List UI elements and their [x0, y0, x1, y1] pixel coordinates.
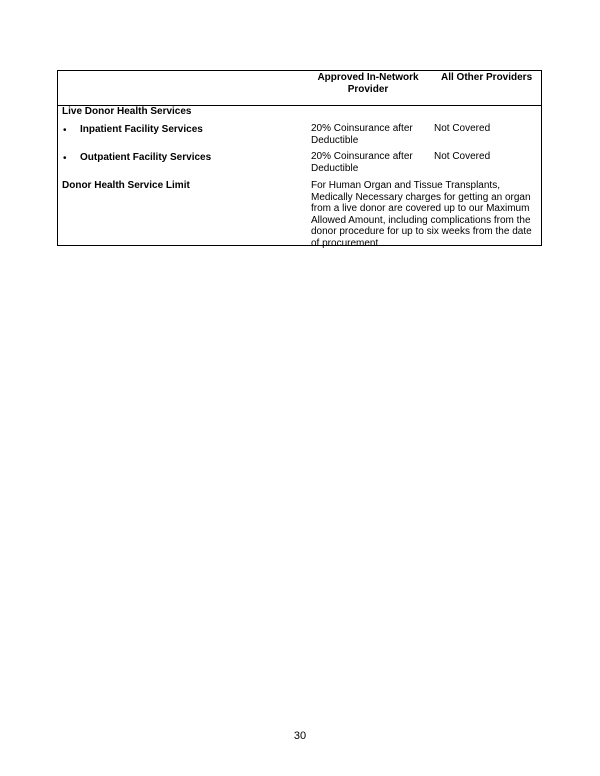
benefits-table — [57, 70, 542, 249]
row-in-network-inpatient-line2: Deductible — [311, 134, 359, 146]
row-in-network-outpatient-line2: Deductible — [311, 162, 359, 174]
limit-line: of procurement. — [311, 237, 382, 249]
limit-line: from a live donor are covered up to our Maximum — [311, 203, 530, 214]
row-other-outpatient: Not Covered — [434, 151, 491, 162]
row-other-inpatient: Not Covered — [434, 123, 491, 134]
limit-line: Medically Necessary charges for getting an organ — [311, 191, 531, 203]
header-in-network — [308, 72, 428, 95]
header-in-network-line1: Approved In-Network — [317, 72, 419, 83]
limit-line: donor procedure for up to six weeks from the date — [311, 226, 532, 237]
row-label-outpatient: Outpatient Facility Services — [80, 152, 212, 163]
row-in-network-outpatient-line1: 20% Coinsurance after — [311, 151, 413, 162]
row-in-network-outpatient — [311, 151, 413, 174]
bullet-icon: • — [63, 125, 67, 136]
section-title: Live Donor Health Services — [62, 106, 192, 117]
header-in-network-line2: Provider — [347, 83, 389, 95]
header-other-providers: All Other Providers — [441, 72, 533, 83]
bullet-icon: • — [63, 153, 67, 164]
limit-line: Allowed Amount, including complications from the — [311, 214, 531, 226]
row-in-network-inpatient-line1: 20% Coinsurance after — [311, 123, 413, 134]
row-label-inpatient: Inpatient Facility Services — [80, 124, 203, 135]
limit-line: For Human Organ and Tissue Transplants, — [311, 180, 500, 191]
row-in-network-inpatient — [311, 123, 413, 146]
limit-label: Donor Health Service Limit — [62, 180, 190, 191]
limit-description — [311, 180, 532, 249]
page-number: 30 — [293, 730, 307, 742]
